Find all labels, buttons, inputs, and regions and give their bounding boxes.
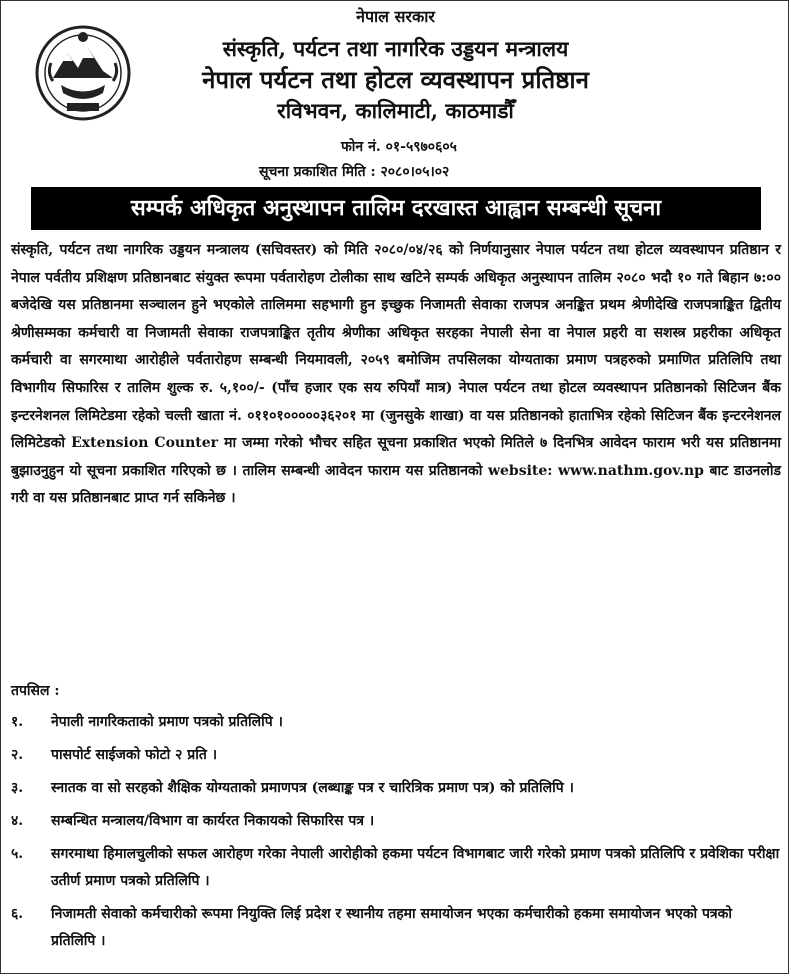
list-item [11,775,781,802]
item-text: पासपोर्ट साईजको फोटो २ प्रति । [51,747,218,763]
item-text: सगरमाथा हिमालचुलीको सफल आरोहण गरेका नेपाली आरोहीको हकमा पर्यटन विभागबाट जारी गरेको प्रमाण पत्रको प्रतिलिपि र प्रवेशिका परीक्षा उतीर्ण प्रमाण पत्रको प्रतिलिपि । [51,846,780,889]
list-item [11,742,781,769]
government-name: नेपाल सरकार [356,7,435,26]
item-number: ३. [11,780,24,796]
item-number: २. [11,747,24,763]
published-date: सूचना प्रकाशित मिति : २०८०।०५।०२ [259,164,450,180]
phone-number: फोन नं. ०१-५९७०६०५ [341,139,457,155]
notice-body: संस्कृति, पर्यटन तथा नागरिक उड्डयन मन्त्रालय (सचिवस्तर) को मिति २०८०/०४/२६ को निर्णयानुसार नेपाल पर्यटन तथा होटल व्यवस्थापन प्रतिष्ठान र नेपाल पर्वतीय प्रशिक्षण प्रतिष्ठानबाट संयुक्त रूपमा पर्वतारोहण टोलीका साथ खटिने सम्पर्क अधिकृत अनुस्थापन तालिम २०८० भदौ १० गते बिहान ७:०० बजेदेखि यस प्रतिष्ठानमा सञ्चालन हुने भएकोले तालिममा सहभागी हुन इच्छुक निजामती सेवाका राजपत्र अनङ्कित प्रथम श्रेणीदेखि राजपत्राङ्कित द्वितीय श्रेणीसम्मका कर्मचारी वा निजामती सेवाका राजपत्राङ्कित तृतीय श्रेणीका अधिकृत सरहका नेपाली सेना वा नेपाल प्रहरी वा सशस्त्र प्रहरीका अधिकृत कर्मचारी वा सगरमाथा आरोहीले पर्वतारोहण सम्बन्धी नियमावली, २०५९ बमोजिम तपसिलका योग्यताका प्रमाण पत्रहरुको प्रमाणित प्रतिलिपि तथा विभागीय सिफारिस र तालिम शुल्क रु. ५,१००/- (पाँच हजार एक सय रुपियाँ मात्र) नेपाल पर्यटन तथा होटल व्यवस्थापन प्रतिष्ठानको सिटिजन बैंक इन्टरनेशनल लिमिटेडमा रहेको चल्ती खाता नं. ०११०१०००००३६२०१ मा (जुनसुके शाखा) वा यस प्रतिष्ठानको हाताभित्र रहेको सिटिजन बैंक इन्टरनेशनल लिमिटेडको Extension Counter मा जम्मा गरेको भौचर सहित सूचना प्रकाशित भएको मितिले ७ दिनभित्र आवेदन फाराम भरी यस प्रतिष्ठानमा बुझाउनुहुन यो सूचना प्रकाशित गरिएको छ । तालिम सम्बन्धी आवेदन फाराम यस प्रतिष्ठानको website: www.nathm.gov.np बाट डाउनलोड गरी वा यस प्रतिष्ठानबाट प्राप्त गर्न सकिनेछ । [11,242,781,507]
details-list [11,709,781,955]
item-text: सम्बन्धित मन्त्रालय/विभाग वा कार्यरत निकायको सिफारिस पत्र । [51,813,375,829]
notice-title: सम्पर्क अधिकृत अनुस्थापन तालिम दरखास्त आह्वान सम्बन्धी सूचना [31,187,761,230]
item-number: १. [11,714,24,730]
institution-address: रविभवन, कालिमाटी, काठमाडौँ [277,98,514,123]
list-item [11,808,781,835]
item-number: ६. [11,906,24,922]
item-text: नेपाली नागरिकताको प्रमाण पत्रको प्रतिलिपि । [51,714,283,730]
list-item [11,709,781,736]
ministry-name: संस्कृति, पर्यटन तथा नागरिक उड्डयन मन्त्रालय [222,36,569,61]
item-number: ४. [11,813,24,829]
item-text: निजामती सेवाको कर्मचारीको रूपमा नियुक्ति लिई प्रदेश र स्थानीय तहमा समायोजन भएका कर्मचारीको हकमा समायोजन भएको पत्रको प्रतिलिपि । [51,906,733,949]
institution-name: नेपाल पर्यटन तथा होटल व्यवस्थापन प्रतिष्ठान [202,65,589,94]
list-item [11,841,781,895]
item-number: ५. [11,846,24,862]
item-text: स्नातक वा सो सरहको शैक्षिक योग्यताको प्रमाणपत्र (लब्धाङ्क पत्र र चारित्रिक प्रमाण पत्र) को प्रतिलिपि । [51,780,574,796]
details-label: तपसिल : [11,683,60,699]
list-item [11,901,781,955]
